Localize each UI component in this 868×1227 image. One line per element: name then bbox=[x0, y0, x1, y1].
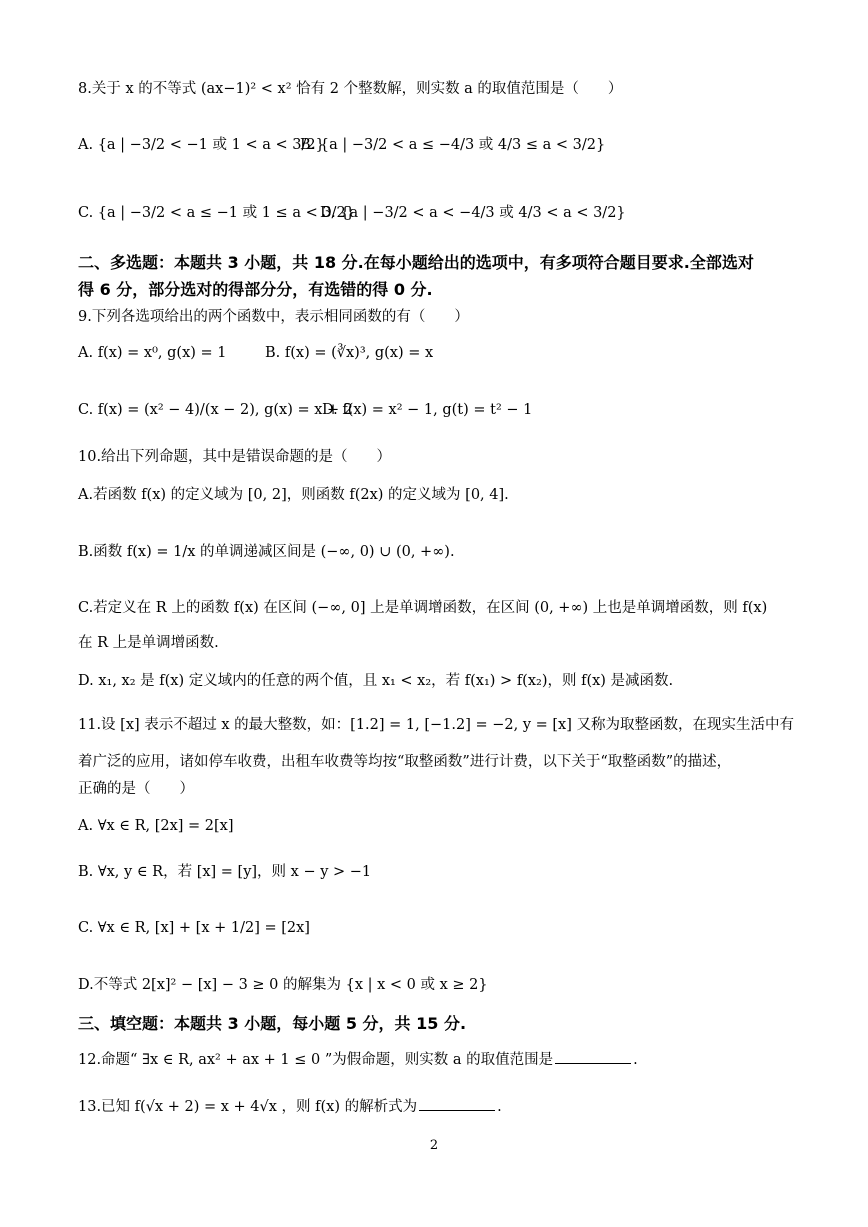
q13-line bbox=[78, 1096, 502, 1117]
q13-text: 13.已知 f(√x + 2) = x + 4√x ，则 f(x) 的解析式为 bbox=[78, 1099, 418, 1115]
q11-option-a: A. ∀x ∈ R, [2x] = 2[x] bbox=[78, 818, 234, 834]
q11-option-d: D.不等式 2[x]² − [x] − 3 ≥ 0 的解集为 {x | x < 0 或 x ≥ 2} bbox=[78, 977, 488, 993]
q11-stem-line1: 11.设 [x] 表示不超过 x 的最大整数，如：[1.2] = 1, [−1.2] = −2, y = [x] 又称为取整函数，在现实生活中有 bbox=[78, 717, 794, 733]
q12-end: . bbox=[633, 1052, 638, 1068]
section3-heading: 三、填空题：本题共 3 小题，每小题 5 分，共 15 分. bbox=[78, 1014, 467, 1033]
q8-option-d: D. {a | −3/2 < a < −4/3 或 4/3 < a < 3/2} bbox=[320, 205, 626, 221]
q9-option-d: D. f(x) = x² − 1, g(t) = t² − 1 bbox=[322, 402, 533, 418]
q8-option-b: B. {a | −3/2 < a ≤ −4/3 或 4/3 ≤ a < 3/2} bbox=[300, 137, 606, 153]
q12-line bbox=[78, 1049, 638, 1070]
q11-option-b: B. ∀x, y ∈ R，若 [x] = [y]，则 x − y > −1 bbox=[78, 864, 372, 880]
q12-answer-blank bbox=[555, 1049, 631, 1064]
q11-stem-line2: 着广泛的应用，诸如停车收费，出租车收费等均按“取整函数”进行计费，以下关于“取整函数”的描述， bbox=[78, 754, 732, 770]
q8-stem: 8.关于 x 的不等式 (ax−1)² < x² 恰有 2 个整数解，则实数 a 的取值范围是（ ） bbox=[78, 81, 623, 97]
q10-option-c-line1: C.若定义在 R 上的函数 f(x) 在区间 (−∞, 0] 上是单调增函数，在区间 (0, +∞) 上也是单调增函数，则 f(x) bbox=[78, 600, 768, 616]
q10-stem: 10.给出下列命题，其中是错误命题的是（ ） bbox=[78, 449, 392, 465]
q11-option-c: C. ∀x ∈ R, [x] + [x + 1/2] = [2x] bbox=[78, 920, 310, 936]
q9-option-c: C. f(x) = (x² − 4)/(x − 2), g(x) = x + 2 bbox=[78, 402, 354, 418]
section2-heading-line2: 得 6 分，部分选对的得部分分，有选错的得 0 分. bbox=[78, 280, 433, 299]
q11-stem-line3: 正确的是（ ） bbox=[78, 781, 194, 797]
q9-stem: 9.下列各选项给出的两个函数中，表示相同函数的有（ ） bbox=[78, 309, 469, 325]
q10-option-b: B.函数 f(x) = 1/x 的单调递减区间是 (−∞, 0) ∪ (0, +∞). bbox=[78, 544, 455, 560]
q8-option-c: C. {a | −3/2 < a ≤ −1 或 1 ≤ a < 3/2} bbox=[78, 205, 355, 221]
section2-heading-line1: 二、多选题：本题共 3 小题，共 18 分.在每小题给出的选项中，有多项符合题目要求.全部选对 bbox=[78, 253, 754, 272]
q9-option-a: A. f(x) = x⁰, g(x) = 1 bbox=[78, 345, 227, 361]
q10-option-d: D. x₁, x₂ 是 f(x) 定义域内的任意的两个值，且 x₁ < x₂，若 f(x₁) > f(x₂)，则 f(x) 是减函数. bbox=[78, 673, 674, 689]
q10-option-c-line2: 在 R 上是单调增函数. bbox=[78, 635, 219, 651]
q8-option-a: A. {a | −3/2 < −1 或 1 < a < 3/2} bbox=[78, 137, 325, 153]
q10-option-a: A.若函数 f(x) 的定义域为 [0, 2]，则函数 f(2x) 的定义域为 [0, 4]. bbox=[78, 487, 509, 503]
q13-end: . bbox=[497, 1099, 502, 1115]
page-number: 2 bbox=[429, 1138, 439, 1153]
q13-answer-blank bbox=[419, 1096, 495, 1111]
q9-option-b: B. f(x) = (∛x)³, g(x) = x bbox=[265, 345, 434, 361]
q12-text: 12.命题“ ∃x ∈ R, ax² + ax + 1 ≤ 0 ”为假命题，则实数 a 的取值范围是 bbox=[78, 1052, 554, 1068]
